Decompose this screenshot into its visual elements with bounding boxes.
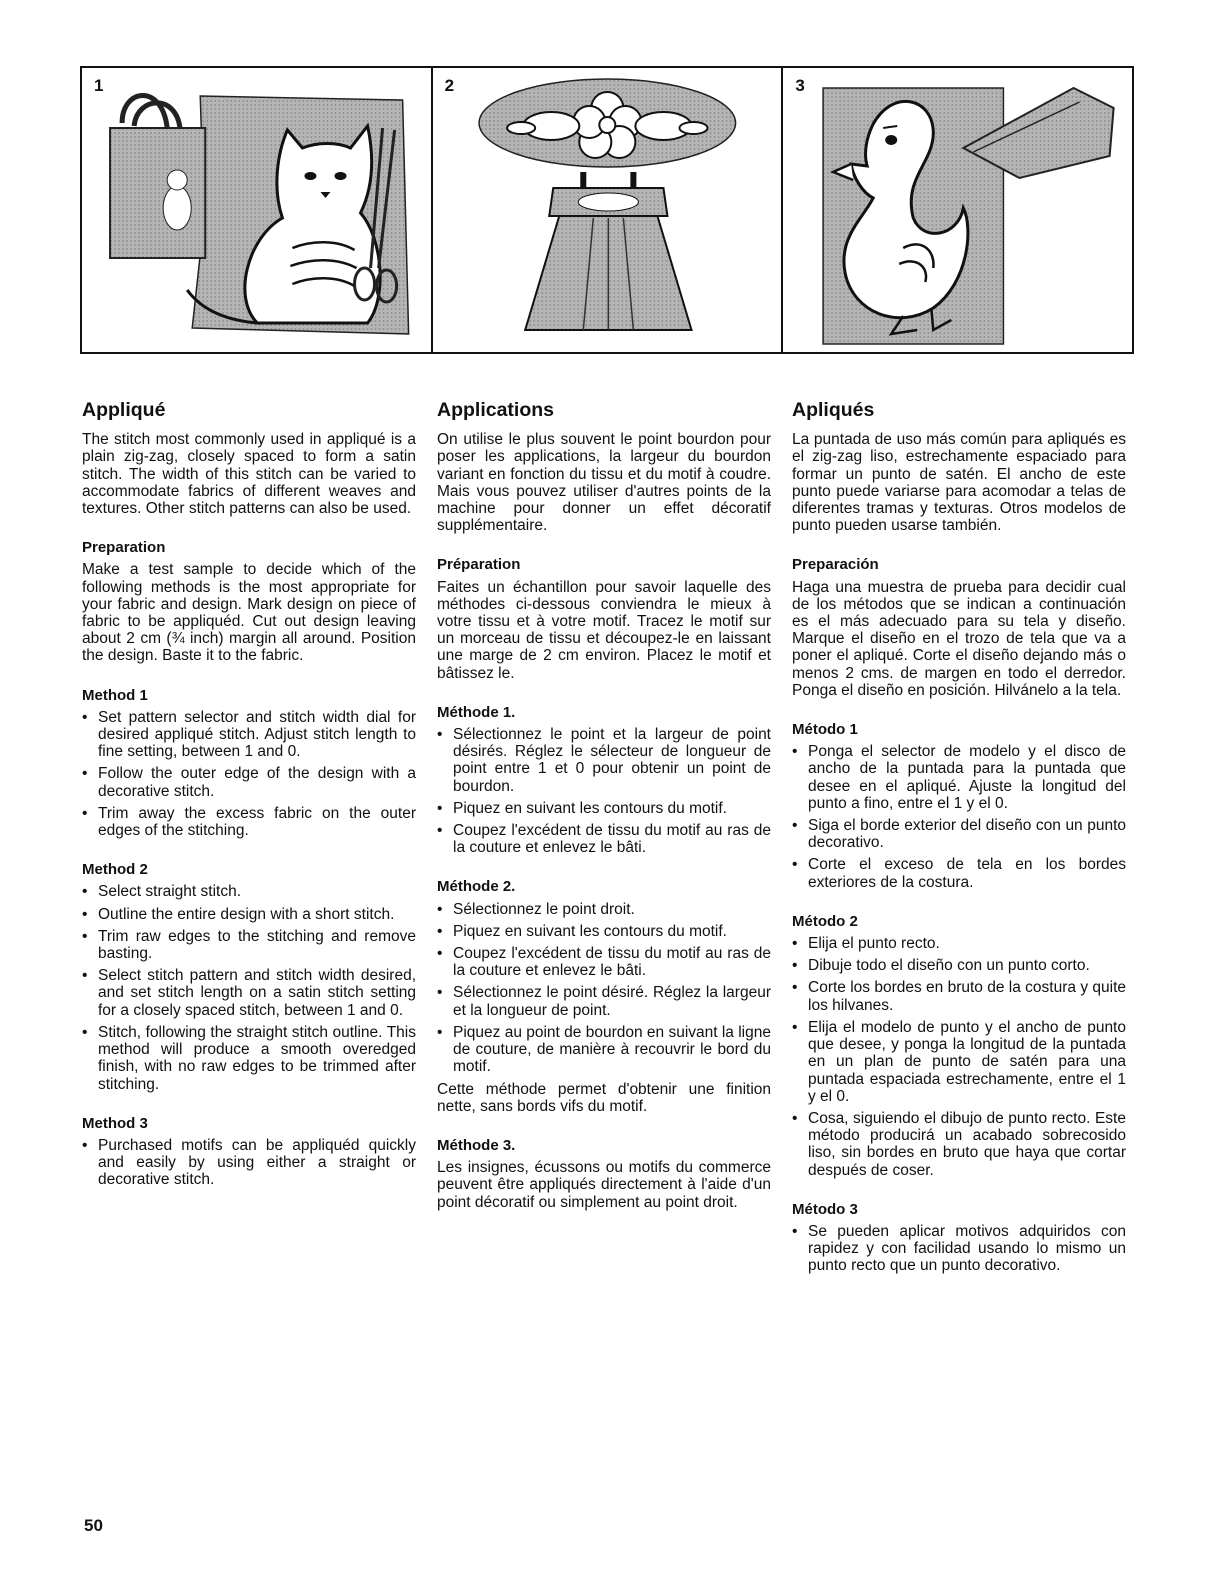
method3-heading: Method 3 [82,1114,148,1132]
method2-heading: Método 2 [792,912,858,930]
method2-note: Cette méthode permet d'obtenir une finition nette, sans bords vifs du motif. [437,1080,771,1115]
section-title: Appliqué [82,399,166,421]
flower-apron-icon [433,68,782,352]
preparation-paragraph: Make a test sample to decide which of the following methods is the most appropriate for your fabric and design. Mark design on piece of fabric to be appliquéd. Cut out design leaving about 2 cm (¾ inch) margin all around. Position the design. Baste it to the fabric. [82,561,416,665]
list-item: • Purchased motifs can be appliquéd quickly and easily by using either a straight or decorative stitch. [82,1137,416,1189]
method3-list [82,1137,416,1189]
intro-paragraph: La puntada de uso más común para apliqués es el zig-zag liso, estrechamente espaciado para formar un punto de satén. El ancho de este punto puede variarse para acomodar a telas de diferentes tramas y texturas. Otros modelos de punto pueden usarse también. [792,431,1126,535]
list-item: • Piquez au point de bourdon en suivant la ligne de couture, de manière à recouvrir le bord du motif. [437,1024,771,1076]
list-item: • Piquez en suivant les contours du motif. [437,923,771,940]
list-item: • Elija el modelo de punto y el ancho de punto que desee, y ponga la longitud de la puntada en un plan de punto de satén para una puntada espaciada estrechamente, entre el 1 y el 0. [792,1019,1126,1105]
intro-paragraph: On utilise le plus souvent le point bourdon pour poser les applications, la largeur du bourdon variant en fonction du tissu et du motif à coudre. Mais vous pouvez utiliser d'autres points de la machine pour donner un effet décoratif supplémentaire. [437,431,771,535]
list-item: • Corte el exceso de tela en los bordes exteriores de la costura. [792,856,1126,890]
list-item: • Sélectionnez le point désiré. Réglez la largeur et la longueur de point. [437,984,771,1018]
duck-applique-icon [783,68,1132,352]
list-item: • Ponga el selector de modelo y el disco de ancho de la puntada para la puntada que desee en el apliqué. Ajuste la longitud del punto a fino, entre el 1 y el 0. [792,743,1126,812]
column-french [437,399,771,1233]
list-item: • Trim raw edges to the stitching and remove basting. [82,928,416,962]
figure-panel-3 [781,68,1132,352]
figure-panel-1 [82,68,431,352]
column-english [82,399,416,1211]
method1-list [82,709,416,839]
figure-number: 1 [94,76,104,95]
preparation-heading: Preparación [792,556,879,574]
method3-heading: Método 3 [792,1200,858,1218]
list-item: • Sélectionnez le point et la largeur de point désirés. Réglez le sélecteur de longueur de point entre 1 et 0 pour obtenir un point de bourdon. [437,726,771,795]
list-item: • Sélectionnez le point droit. [437,901,771,918]
intro-paragraph: The stitch most commonly used in appliqué is a plain zig-zag, closely spaced to form a satin stitch. The width of this stitch can be varied to accommodate fabrics of different weaves and textures. Other stitch patterns can also be used. [82,431,416,518]
page-number: 50 [84,1516,103,1535]
list-item: • Outline the entire design with a short stitch. [82,906,416,923]
list-item: • Corte los bordes en bruto de la costura y quite los hilvanes. [792,979,1126,1013]
section-title: Apliqués [792,399,875,421]
list-item: • Follow the outer edge of the design with a decorative stitch. [82,765,416,799]
list-item: • Coupez l'excédent de tissu du motif au ras de la couture et enlevez le bâti. [437,945,771,979]
method2-list [437,901,771,1076]
method2-list [792,935,1126,1179]
preparation-paragraph: Faites un échantillon pour savoir laquelle des méthodes ci-dessous conviendra le mieux à votre tissu et à votre motif. Tracez le motif sur un morceau de tissu et découpez-le en laissant une marge de 2 cm environ. Placez le motif et bâtissez le. [437,578,771,682]
figure-number: 3 [795,76,805,95]
method1-list [437,726,771,856]
method2-heading: Method 2 [82,861,148,879]
preparation-heading: Preparation [82,539,166,557]
list-item: • Select straight stitch. [82,883,416,900]
list-item: • Set pattern selector and stitch width dial for desired appliqué stitch. Adjust stitch length to fine setting, between 1 and 0. [82,709,416,761]
method1-heading: Método 1 [792,721,858,739]
cat-applique-icon [82,68,431,352]
list-item: • Coupez l'excédent de tissu du motif au ras de la couture et enlevez le bâti. [437,822,771,856]
preparation-paragraph: Haga una muestra de prueba para decidir cual de los métodos que se indican a continuación es el más adecuado para su tela y diseño. Marque el diseño en el trozo de tela que va a poner el apliqué. Corte el diseño dejando más o menos 2 cms. de margen en todo el derredor. Ponga el diseño en posición. Hilvánelo a la tela. [792,578,1126,699]
figure-strip [80,66,1134,354]
method3-paragraph: Les insignes, écussons ou motifs du commerce peuvent être appliqués directement à l'aide d'un point décoratif ou simplement au point droit. [437,1159,771,1211]
list-item: • Se pueden aplicar motivos adquiridos con rapidez y con facilidad usando lo mismo un punto recto que un punto decorativo. [792,1223,1126,1275]
preparation-heading: Préparation [437,556,521,574]
method3-list [792,1223,1126,1275]
list-item: • Trim away the excess fabric on the outer edges of the stitching. [82,805,416,839]
list-item: • Elija el punto recto. [792,935,1126,952]
list-item: • Piquez en suivant les contours du motif. [437,800,771,817]
method1-heading: Method 1 [82,686,148,704]
section-title: Applications [437,399,555,421]
method2-heading: Méthode 2. [437,878,516,896]
column-spanish [792,399,1126,1297]
method2-list [82,883,416,1092]
method1-list [792,743,1126,891]
figure-panel-2 [431,68,782,352]
list-item: • Select stitch pattern and stitch width desired, and set stitch length on a satin stitch setting for a closely spaced stitch, between 1 and 0. [82,967,416,1019]
figure-number: 2 [444,76,455,95]
list-item: • Cosa, siguiendo el dibujo de punto recto. Este método producirá un acabado sobrecosido liso, sin bordes en bruto que haya que cortar después de coser. [792,1110,1126,1179]
list-item: • Siga el borde exterior del diseño con un punto decorativo. [792,817,1126,851]
method3-heading: Méthode 3. [437,1136,516,1154]
list-item: • Stitch, following the straight stitch outline. This method will produce a smooth overedged finish, with no raw edges to be trimmed after stitching. [82,1024,416,1093]
list-item: • Dibuje todo el diseño con un punto corto. [792,957,1126,974]
method1-heading: Méthode 1. [437,703,516,721]
